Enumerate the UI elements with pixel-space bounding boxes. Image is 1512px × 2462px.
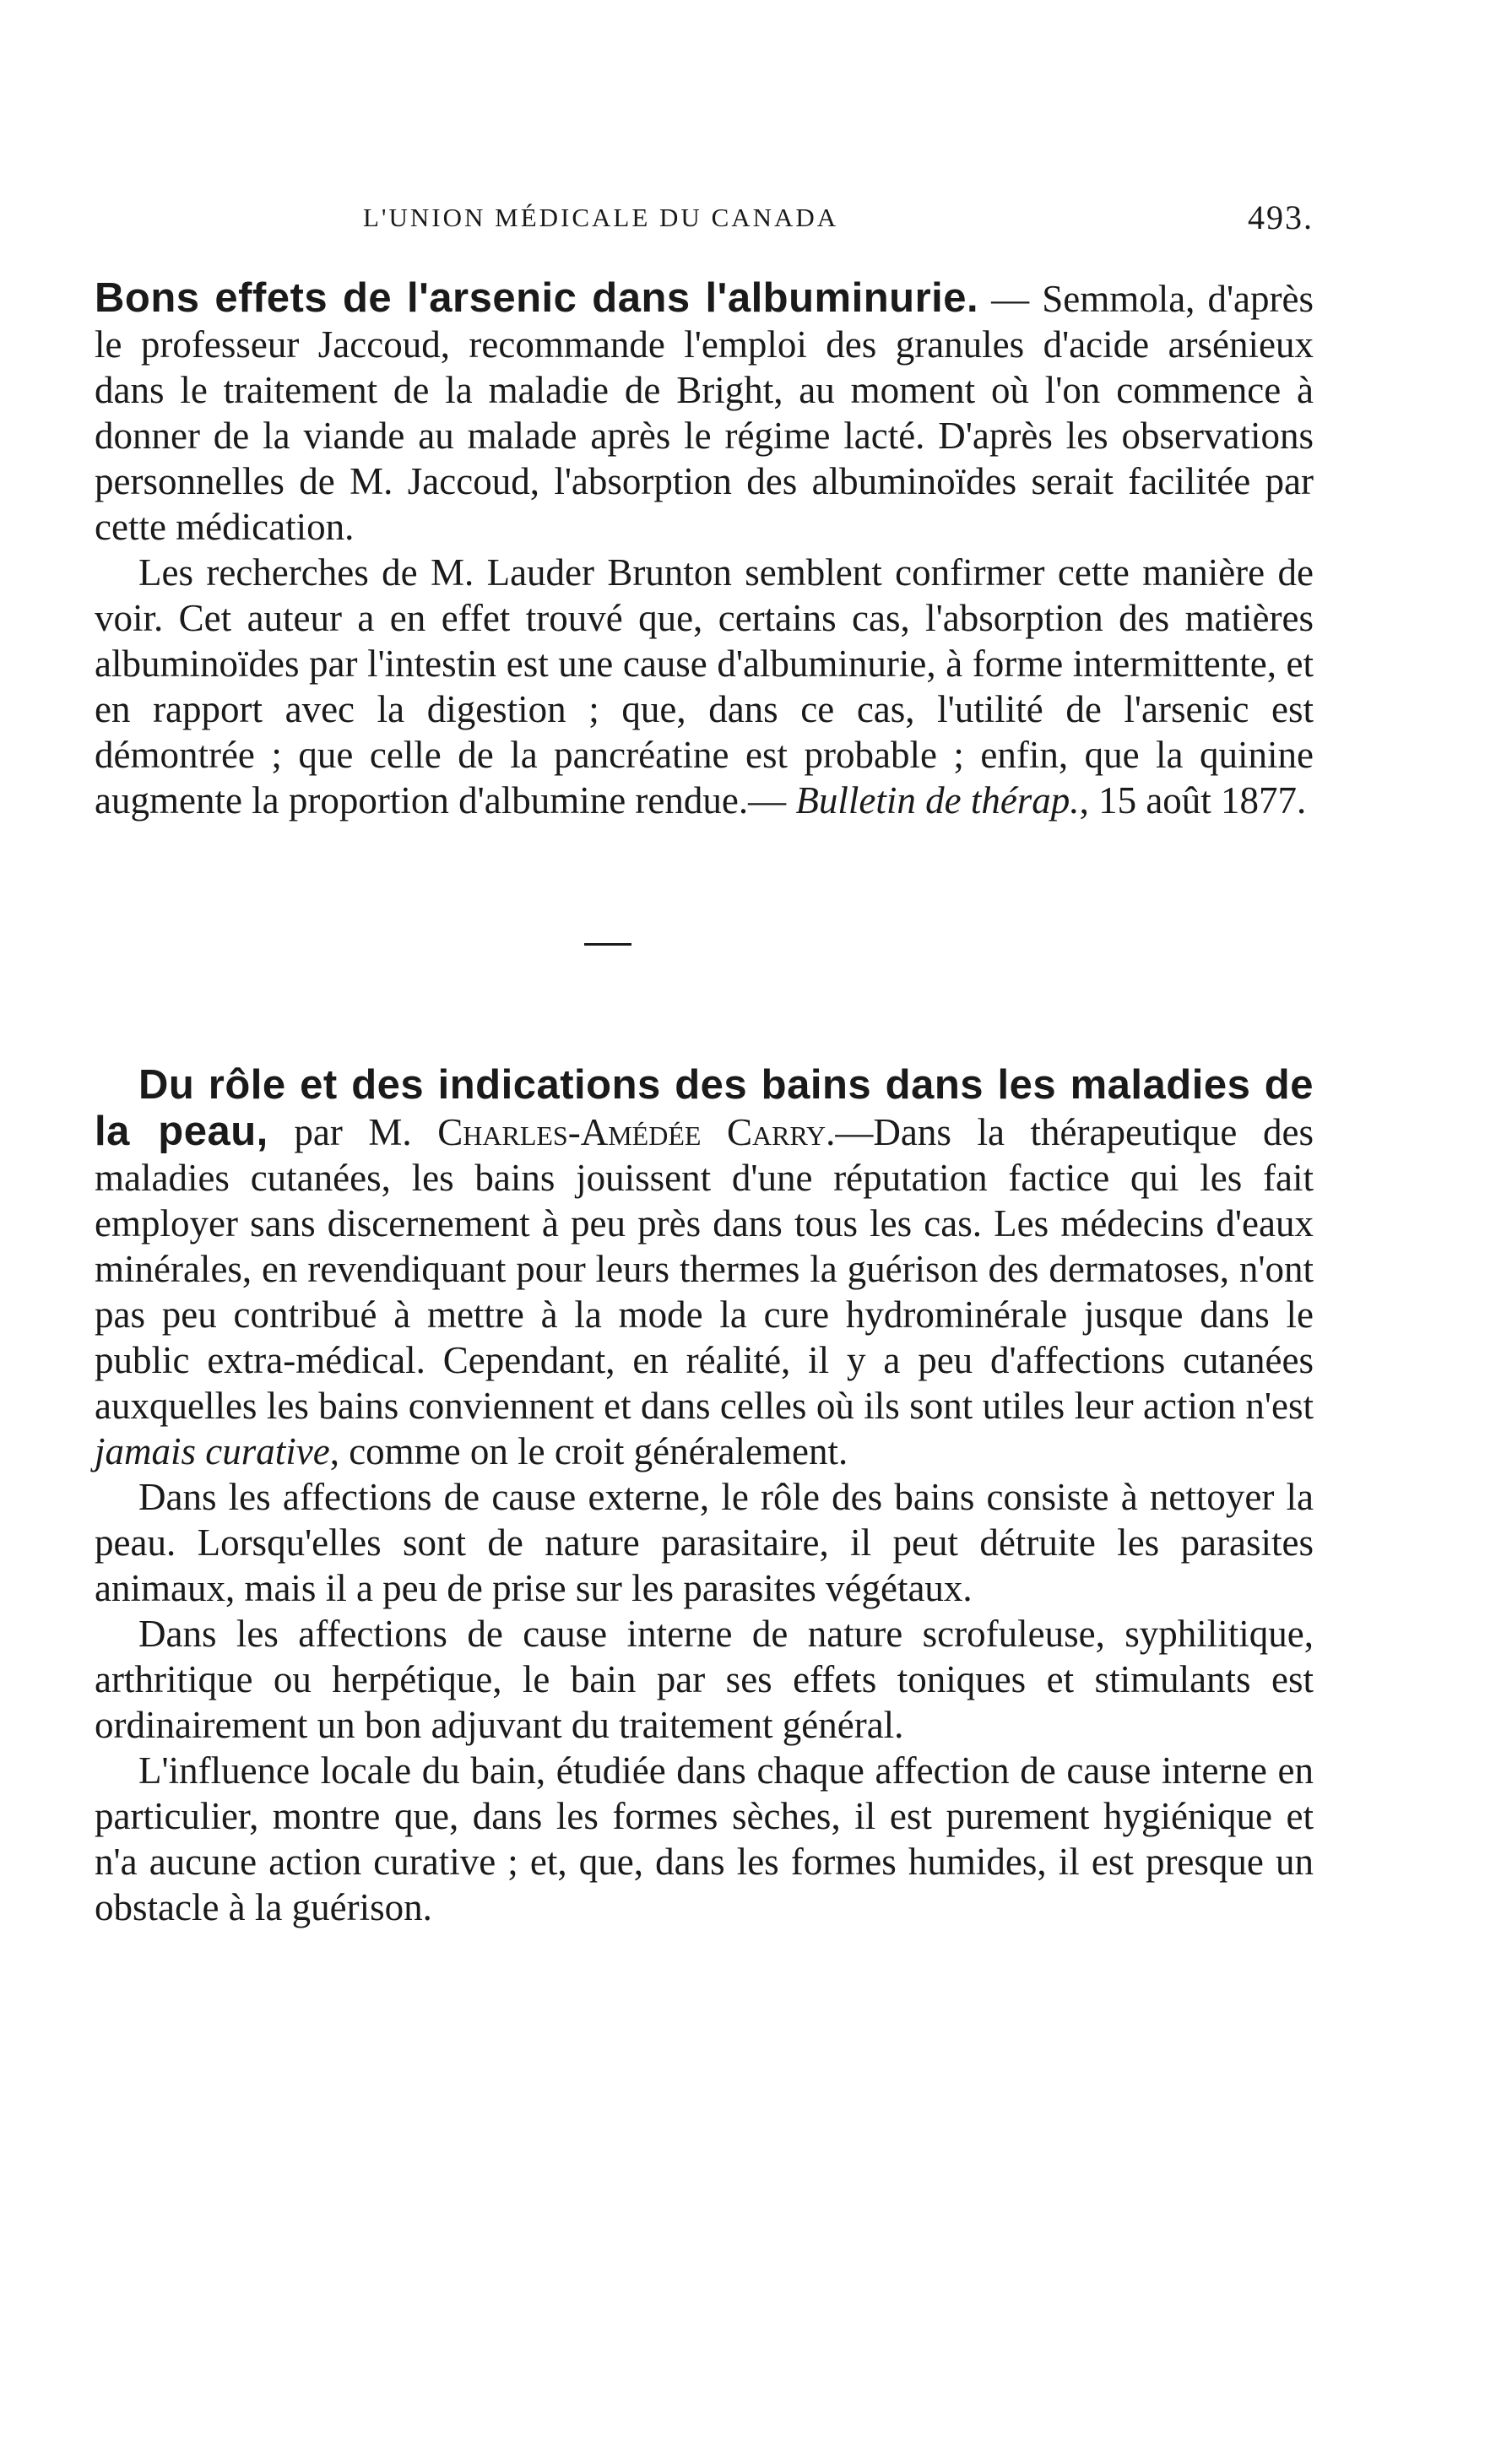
article-1-heading: Bons effets de l'arsenic dans l'albuminurie.	[95, 275, 979, 321]
article-2-paragraph-3: Dans les affections de cause interne de nature scrofuleuse, syphilitique, arthritique ou herpétique, le bain par ses effets toniques et stimulants est ordinairement un bon adjuvant du traitement général.	[95, 1613, 1314, 1746]
article-baths-skin-diseases	[95, 1062, 1314, 1930]
article-1-source-date: , 15 août 1877.	[1079, 779, 1307, 822]
article-2-paragraph-1	[95, 1062, 1314, 1474]
article-1-paragraph-1-text: — Semmola, d'après le professeur Jaccoud, recommande l'emploi des granules d'acide arsénieux dans le traitement de la maladie de Bright, au moment où l'on commence à donner de la viande au malade après le régime lacté. D'après les observations personnelles de M. Jaccoud, l'absorption des albuminoïdes serait facilitée par cette médication.	[95, 278, 1314, 548]
article-2-paragraph-2: Dans les affections de cause externe, le rôle des bains consiste à nettoyer la peau. Lorsqu'elles sont de nature parasitaire, il peut détruite les parasites animaux, mais il a peu de prise sur les parasites végétaux.	[95, 1476, 1314, 1609]
article-2-heading: Du rôle et des indications des bains dans les maladies de la peau,	[95, 1062, 1314, 1154]
running-head	[95, 194, 1314, 245]
page-number: 493.	[1248, 198, 1314, 236]
article-2-author: Charles-Amédée Carry	[437, 1111, 826, 1153]
article-2-emphasis: jamais curative	[95, 1430, 330, 1472]
article-1-paragraph-2-text: Les recherches de M. Lauder Brunton semblent confirmer cette manière de voir. Cet auteur a en effet trouvé que, certains cas, l'absorption des matières albuminoïdes par l'intestin est une cause d'albuminurie, à forme intermittente, et en rapport avec la digestion ; que, dans ce cas, l'utilité de l'arsenic est démontrée ; que celle de la pancréatine est probable ; enfin, que la quinine augmente la proportion d'albumine rendue.—	[95, 551, 1314, 822]
article-2-paragraph-1-end: , comme on le croit généralement.	[329, 1430, 848, 1472]
book-page	[95, 194, 1314, 1930]
running-title: L'UNION MÉDICALE DU CANADA	[363, 203, 839, 232]
article-2-byline: par M.	[268, 1111, 438, 1153]
article-1-paragraph-2	[95, 550, 1314, 823]
section-separator	[584, 943, 631, 946]
article-arsenic-albuminuria	[95, 275, 1314, 823]
article-1-source-title: Bulletin de thérap.	[795, 779, 1080, 822]
article-2-paragraph-1-text: .—Dans la thérapeutique des maladies cutanées, les bains jouissent d'une réputation factice qui les fait employer sans discernement à peu près dans tous les cas. Les médecins d'eaux minérales, en revendiquant pour leurs thermes la guérison des dermatoses, n'ont pas peu contribué à mettre à la mode la cure hydrominérale jusque dans le public extra-médical. Cependant, en réalité, il y a peu d'affections cutanées auxquelles les bains conviennent et dans celles où ils sont utiles leur action n'est	[95, 1111, 1314, 1427]
article-1-paragraph-1	[95, 275, 1314, 550]
article-2-paragraph-4: L'influence locale du bain, étudiée dans chaque affection de cause interne en particulier, montre que, dans les formes sèches, il est purement hygiénique et n'a aucune action curative ; et, que, dans les formes humides, il est presque un obstacle à la guérison.	[95, 1749, 1314, 1928]
